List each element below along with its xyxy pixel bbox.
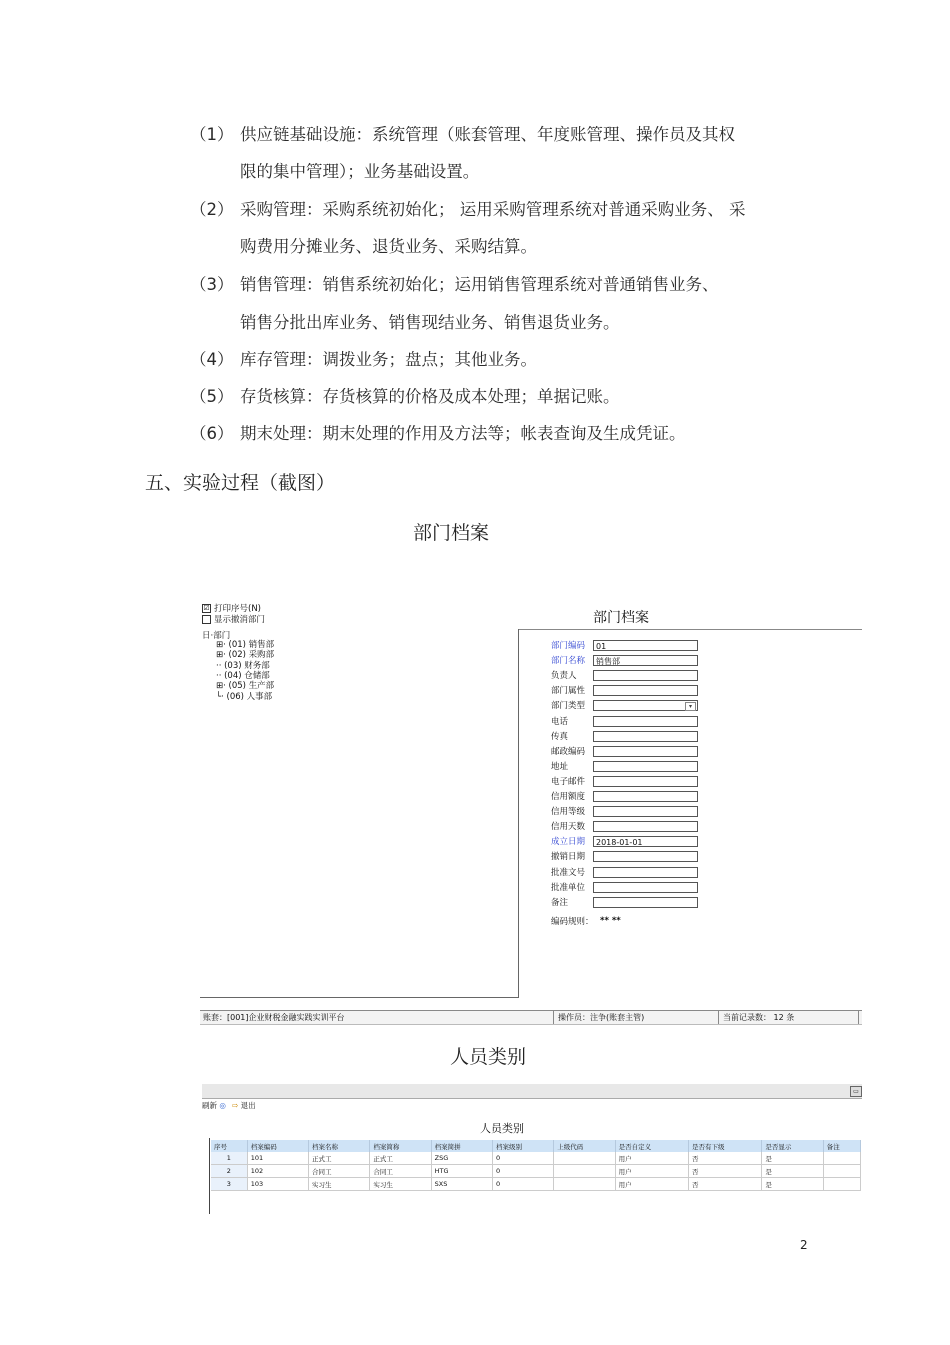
- table-cell: 2: [211, 1165, 247, 1178]
- tree-node-label: (01) 销售部: [228, 640, 275, 650]
- column-header[interactable]: 上级代码: [554, 1140, 615, 1152]
- field-input[interactable]: [593, 685, 698, 696]
- tree-expander-icon[interactable]: ⊞·: [216, 681, 226, 692]
- field-input[interactable]: [593, 746, 698, 757]
- table-cell: 3: [211, 1178, 247, 1191]
- tree-expander-icon[interactable]: ··: [216, 670, 222, 681]
- column-header[interactable]: 备注: [823, 1140, 860, 1152]
- window-title-bar: [202, 1084, 862, 1099]
- table-cell: HTG: [431, 1165, 492, 1178]
- field-input[interactable]: [593, 731, 698, 742]
- exit-button[interactable]: ⇨ 退出: [231, 1101, 256, 1110]
- field-label: 信用额度: [551, 792, 586, 802]
- show-cancelled-label: 显示撤消部门: [214, 615, 266, 625]
- list-item-continuation: 购费用分摊业务、退货业务、采购结算。: [240, 237, 537, 256]
- table-cell: 是: [762, 1152, 823, 1165]
- field-input[interactable]: [593, 882, 698, 893]
- list-item: [190, 350, 537, 370]
- field-value: 2018-01-01: [596, 838, 643, 848]
- field-input[interactable]: [593, 640, 698, 651]
- list-item: [190, 424, 686, 444]
- tree-expander-icon[interactable]: ··: [216, 660, 222, 671]
- tree-root[interactable]: 日·部门: [202, 631, 231, 641]
- column-header[interactable]: 是否显示: [762, 1140, 823, 1152]
- field-label: 批准文号: [551, 867, 586, 878]
- item-text: 采购管理：采购系统初始化； 运用采购管理系统对普通采购业务、 采: [240, 200, 746, 219]
- status-record-count: 当前记录数： 12 条: [723, 1013, 795, 1022]
- table-cell: 否: [689, 1165, 762, 1178]
- column-header[interactable]: 档案简拼: [431, 1140, 492, 1152]
- tree-expander-icon[interactable]: ⊞·: [216, 650, 226, 661]
- item-number: （4）: [190, 350, 234, 369]
- department-tree: [200, 629, 519, 998]
- field-input[interactable]: [593, 821, 698, 832]
- table-cell: 是: [762, 1178, 823, 1191]
- tree-node-label: (03) 财务部: [224, 660, 270, 671]
- field-input[interactable]: [593, 761, 698, 772]
- table-cell: 实习生: [370, 1178, 431, 1191]
- field-label: 成立日期: [551, 837, 586, 848]
- table-cell: 103: [247, 1178, 308, 1191]
- item-number: （6）: [190, 424, 234, 443]
- list-item-continuation: 销售分批出库业务、销售现结业务、销售退货业务。: [240, 313, 620, 332]
- field-value: 01: [596, 642, 607, 651]
- table-cell: [823, 1165, 860, 1178]
- item-text: 期末处理：期末处理的作用及方法等；帐表查询及生成凭证。: [240, 424, 686, 443]
- field-label: 负责人: [551, 671, 577, 682]
- personnel-category-screenshot: [202, 1084, 862, 1214]
- table-cell: SXS: [431, 1178, 492, 1191]
- field-label: 邮政编码: [551, 746, 586, 757]
- field-input[interactable]: [593, 791, 698, 802]
- restore-icon[interactable]: ▭: [850, 1086, 862, 1097]
- table-cell: [554, 1152, 615, 1165]
- field-label: 信用等级: [551, 807, 586, 818]
- table-cell: 正式工: [370, 1152, 431, 1165]
- field-label: 批准单位: [551, 882, 586, 893]
- column-header[interactable]: 是否有下级: [689, 1140, 762, 1152]
- code-rule-value: ** **: [600, 916, 621, 926]
- table-cell: 合同工: [370, 1165, 431, 1178]
- tree-node-label: (04) 仓储部: [224, 670, 270, 681]
- column-header[interactable]: 是否自定义: [615, 1140, 688, 1152]
- table-cell: 否: [689, 1178, 762, 1191]
- personnel-table: [211, 1140, 861, 1191]
- column-header[interactable]: 序号: [211, 1140, 247, 1152]
- list-item: [190, 125, 735, 145]
- field-input[interactable]: [593, 851, 698, 862]
- refresh-button[interactable]: 刷新 ◎: [202, 1101, 226, 1110]
- table-cell: [554, 1165, 615, 1178]
- divider: [519, 629, 862, 630]
- list-item: [190, 200, 746, 220]
- column-header[interactable]: 档案名称: [309, 1140, 370, 1152]
- table-cell: 是: [762, 1165, 823, 1178]
- department-archive-screenshot: [200, 598, 862, 1026]
- table-cell: 用户: [615, 1152, 688, 1165]
- department-type-select[interactable]: [593, 700, 698, 711]
- field-label: 电话: [551, 716, 569, 727]
- table-cell: ZSG: [431, 1152, 492, 1165]
- section-title: 五、实验过程（截图）: [145, 472, 336, 494]
- caption-department: 部门档案: [413, 522, 490, 544]
- column-header[interactable]: 档案编码: [247, 1140, 308, 1152]
- table-cell: [823, 1152, 860, 1165]
- table-cell: 0: [492, 1165, 553, 1178]
- table-cell: 0: [492, 1152, 553, 1165]
- column-header[interactable]: 档案简称: [370, 1140, 431, 1152]
- field-label: 撤销日期: [551, 852, 586, 863]
- checkbox-checked-icon[interactable]: ☑: [203, 603, 210, 612]
- table-cell: [823, 1178, 860, 1191]
- field-label: 部门编码: [551, 641, 586, 651]
- field-label: 部门类型: [551, 701, 586, 712]
- item-text: 库存管理：调拨业务；盘点；其他业务。: [240, 350, 537, 369]
- toolbar: [202, 1099, 256, 1113]
- table-cell: 1: [211, 1152, 247, 1165]
- field-input[interactable]: [593, 867, 698, 878]
- list-item-continuation: 限的集中管理）；业务基础设置。: [240, 162, 480, 181]
- tree-expander-icon[interactable]: └·: [216, 691, 224, 702]
- item-text: 供应链基础设施：系统管理（账套管理、年度账管理、操作员及其权: [240, 125, 735, 144]
- tree-node-label: (05) 生产部: [228, 681, 275, 692]
- table-cell: 正式工: [309, 1152, 370, 1165]
- field-input[interactable]: [593, 655, 698, 666]
- table-cell: 用户: [615, 1165, 688, 1178]
- table-row[interactable]: [211, 1178, 861, 1191]
- page-number: 2: [800, 1238, 808, 1252]
- field-input[interactable]: [593, 836, 698, 847]
- table-row[interactable]: [211, 1165, 861, 1178]
- status-operator: 操作员：注争(账套主管): [558, 1013, 645, 1022]
- grid-title: 人员类别: [480, 1122, 524, 1135]
- field-label: 传真: [551, 731, 569, 742]
- tree-expander-icon[interactable]: ⊞·: [216, 640, 226, 650]
- tree-node-label: (06) 人事部: [226, 691, 273, 702]
- field-input[interactable]: [593, 897, 698, 908]
- refresh-icon: ◎: [219, 1101, 226, 1110]
- print-serial-label: 打印序号(N): [214, 604, 261, 614]
- item-text: 存货核算：存货核算的价格及成本处理；单据记账。: [240, 387, 620, 406]
- field-input[interactable]: [593, 670, 698, 681]
- field-label: 备注: [551, 897, 569, 908]
- table-cell: [554, 1178, 615, 1191]
- column-header[interactable]: 档案级别: [492, 1140, 553, 1152]
- item-number: （2）: [190, 200, 234, 219]
- field-input[interactable]: [593, 806, 698, 817]
- status-account: 账套：[001]企业财税金融实践实训平台: [203, 1013, 345, 1022]
- list-item: [190, 387, 620, 407]
- checkbox-unchecked-icon[interactable]: [202, 615, 211, 624]
- code-rule-label: 编码规则：: [551, 917, 594, 927]
- status-bar: [200, 1010, 862, 1025]
- item-number: （3）: [190, 275, 234, 294]
- item-number: （5）: [190, 387, 234, 406]
- table-row[interactable]: [211, 1152, 861, 1165]
- exit-icon: ⇨: [231, 1101, 239, 1110]
- table-cell: 实习生: [309, 1178, 370, 1191]
- field-label: 电子邮件: [551, 776, 586, 787]
- field-label: 信用天数: [551, 822, 586, 833]
- table-cell: 102: [247, 1165, 308, 1178]
- field-label: 部门名称: [551, 656, 586, 667]
- show-cancelled-checkbox[interactable]: [202, 613, 265, 625]
- field-input[interactable]: [593, 716, 698, 727]
- table-cell: 否: [689, 1152, 762, 1165]
- field-value: 销售部: [596, 657, 620, 667]
- field-input[interactable]: [593, 776, 698, 787]
- chevron-down-icon[interactable]: ▾: [685, 702, 696, 711]
- tree-node[interactable]: [216, 690, 272, 702]
- item-text: 销售管理：销售系统初始化；运用销售管理系统对普通销售业务、: [240, 275, 719, 294]
- field-label: 部门属性: [551, 686, 586, 697]
- field-label: 地址: [551, 761, 569, 772]
- tree-node-label: (02) 采购部: [228, 650, 275, 661]
- table-cell: 0: [492, 1178, 553, 1191]
- table-cell: 合同工: [309, 1165, 370, 1178]
- list-item: [190, 275, 719, 295]
- table-cell: 用户: [615, 1178, 688, 1191]
- form-title: 部门档案: [593, 610, 649, 626]
- table-cell: 101: [247, 1152, 308, 1165]
- caption-personnel: 人员类别: [450, 1046, 527, 1068]
- item-number: （1）: [190, 125, 234, 144]
